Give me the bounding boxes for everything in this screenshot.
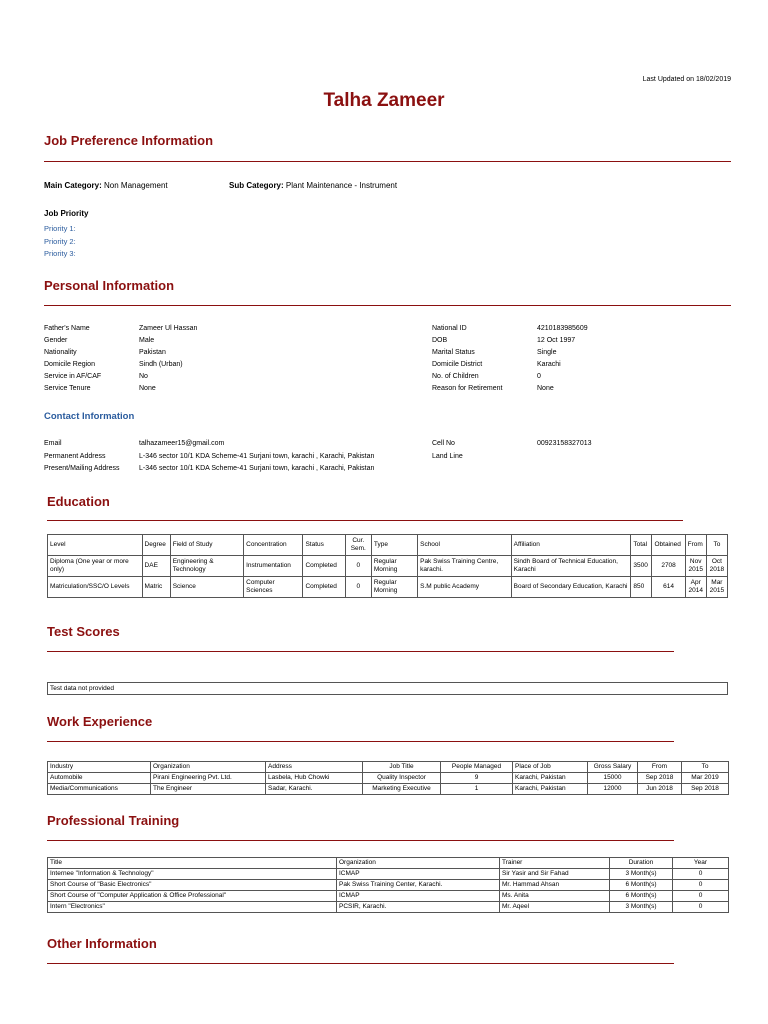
table-cell: Computer Sciences: [244, 577, 303, 598]
table-cell: Board of Secondary Education, Karachi: [511, 577, 631, 598]
header-cell: Organization: [151, 762, 266, 773]
children-value: 0: [537, 373, 541, 380]
dob-value: 12 Oct 1997: [537, 337, 576, 344]
table-header-row: [48, 762, 729, 773]
father-name-label: Father's Name: [44, 325, 90, 332]
table-cell: Mar 2015: [706, 577, 727, 598]
table-cell: 12000: [588, 784, 638, 795]
marital-status-value: Single: [537, 349, 557, 356]
retirement-reason-label: Reason for Retirement: [432, 385, 503, 392]
test-scores-table: [47, 682, 728, 695]
header-cell: Field of Study: [170, 535, 243, 556]
table-cell: Oct 2018: [706, 556, 727, 577]
header-cell: Affiliation: [511, 535, 631, 556]
other-info-title: Other Information: [47, 936, 157, 951]
present-address-label: Present/Mailing Address: [44, 465, 120, 472]
national-id-label: National ID: [432, 325, 467, 332]
table-cell: ICMAP: [337, 891, 500, 902]
table-cell: Science: [170, 577, 243, 598]
email-value[interactable]: talhazameer15@gmail.com: [139, 440, 225, 447]
service-af-value: No: [139, 373, 148, 380]
header-cell: People Managed: [441, 762, 513, 773]
sub-category-label: Sub Category:: [229, 181, 284, 190]
table-row: [48, 891, 729, 902]
sub-category-value: Plant Maintenance - Instrument: [285, 181, 398, 190]
header-cell: Title: [48, 858, 337, 869]
table-cell: 6 Month(s): [610, 891, 673, 902]
priority-list: [44, 223, 76, 261]
table-row: [48, 683, 728, 695]
permanent-address-value: L-346 sector 10/1 KDA Scheme-41 Surjani town, karachi , Karachi, Pakistan: [139, 453, 375, 460]
header-cell: Gross Salary: [588, 762, 638, 773]
header-cell: Level: [48, 535, 143, 556]
nationality-value: Pakistan: [139, 349, 166, 356]
cell-value: 00923158327013: [537, 440, 592, 447]
table-cell: Regular Morning: [371, 577, 417, 598]
service-af-label: Service in AF/CAF: [44, 373, 102, 380]
priority-item: Priority 2:: [44, 236, 76, 246]
table-cell: The Engineer: [151, 784, 266, 795]
service-tenure-value: None: [139, 385, 156, 392]
father-name-value: Zameer Ul Hassan: [139, 325, 198, 332]
table-cell: 614: [652, 577, 685, 598]
section-divider: [47, 840, 674, 841]
priority-item: Priority 1:: [44, 224, 76, 233]
table-cell: 0: [673, 869, 729, 880]
job-priority-title: Job Priority: [44, 209, 89, 218]
table-cell: Karachi, Pakistan: [513, 784, 588, 795]
table-cell: Apr 2014: [685, 577, 706, 598]
header-cell: Obtained: [652, 535, 685, 556]
table-cell: 3500: [631, 556, 652, 577]
section-divider: [47, 651, 674, 652]
national-id-value: 4210183985609: [537, 325, 588, 332]
table-cell: Short Course of "Basic Electronics": [48, 880, 337, 891]
table-cell: Internee "Information & Technology": [48, 869, 337, 880]
table-cell: 9: [441, 773, 513, 784]
header-cell: Address: [266, 762, 363, 773]
table-row: [48, 902, 729, 913]
table-cell: Lasbela, Hub Chowki: [266, 773, 363, 784]
work-experience-table: [47, 761, 729, 795]
domicile-region-value: Sindh (Urban): [139, 361, 183, 368]
main-category-value: Non Management: [104, 181, 168, 190]
landline-label: Land Line: [432, 453, 463, 460]
dob-label: DOB: [432, 337, 448, 344]
table-cell: Matriculation/SSC/O Levels: [48, 577, 143, 598]
contact-info-title: Contact Information: [44, 411, 135, 422]
header-cell: To: [682, 762, 729, 773]
table-cell: DAE: [142, 556, 170, 577]
table-cell: Sir Yasir and Sir Fahad: [500, 869, 610, 880]
table-header-row: [48, 858, 729, 869]
header-cell: Cur. Sem.: [345, 535, 371, 556]
table-cell: Diploma (One year or more only): [48, 556, 143, 577]
table-cell: Engineering & Technology: [170, 556, 243, 577]
header-cell: Type: [371, 535, 417, 556]
cell-label: Cell No: [432, 440, 455, 447]
domicile-district-label: Domicile District: [432, 361, 483, 368]
header-cell: Year: [673, 858, 729, 869]
table-cell: PCSIR, Karachi.: [337, 902, 500, 913]
main-category: [44, 181, 168, 190]
section-divider: [47, 963, 674, 964]
main-category-label: Main Category:: [44, 181, 102, 190]
table-cell: 3 Month(s): [610, 902, 673, 913]
table-cell: Ms. Anita: [500, 891, 610, 902]
table-cell: 3 Month(s): [610, 869, 673, 880]
work-experience-title: Work Experience: [47, 714, 153, 729]
email-label: Email: [44, 440, 62, 447]
last-updated: Last Updated on 18/02/2019: [642, 76, 731, 83]
table-cell: ICMAP: [337, 869, 500, 880]
table-cell: 1: [441, 784, 513, 795]
personal-info-title: Personal Information: [44, 278, 175, 293]
children-label: No. of Children: [432, 373, 479, 380]
table-cell: Automobile: [48, 773, 151, 784]
header-cell: Job Title: [363, 762, 441, 773]
table-cell: Quality Inspector: [363, 773, 441, 784]
header-cell: Concentration: [244, 535, 303, 556]
header-cell: From: [685, 535, 706, 556]
table-cell: Sindh Board of Technical Education, Karachi: [511, 556, 631, 577]
marital-status-label: Marital Status: [432, 349, 475, 356]
header-cell: Duration: [610, 858, 673, 869]
table-cell: Pak Swiss Training Centre, karachi.: [418, 556, 512, 577]
table-cell: 0: [673, 902, 729, 913]
table-header-row: [48, 535, 728, 556]
table-cell: Short Course of "Computer Application & Office Professional": [48, 891, 337, 902]
gender-label: Gender: [44, 337, 68, 344]
retirement-reason-value: None: [537, 385, 554, 392]
table-cell: Marketing Executive: [363, 784, 441, 795]
domicile-region-label: Domicile Region: [44, 361, 95, 368]
table-cell: Jun 2018: [638, 784, 682, 795]
sub-category: [229, 181, 397, 190]
header-cell: Industry: [48, 762, 151, 773]
gender-value: Male: [139, 337, 155, 344]
table-row: [48, 773, 729, 784]
priority-item: Priority 3:: [44, 249, 76, 258]
nationality-label: Nationality: [44, 349, 77, 356]
table-cell: Mar 2019: [682, 773, 729, 784]
table-cell: 15000: [588, 773, 638, 784]
table-cell: Media/Communications: [48, 784, 151, 795]
table-cell: Matric: [142, 577, 170, 598]
professional-training-title: Professional Training: [47, 813, 180, 828]
table-cell: Sadar, Karachi.: [266, 784, 363, 795]
header-cell: Place of Job: [513, 762, 588, 773]
domicile-district-value: Karachi: [537, 361, 561, 368]
present-address-value: L-346 sector 10/1 KDA Scheme-41 Surjani town, karachi , Karachi, Pakistan: [139, 465, 375, 472]
table-row: [48, 784, 729, 795]
table-cell: Nov 2015: [685, 556, 706, 577]
permanent-address-label: Permanent Address: [44, 453, 106, 460]
header-cell: To: [706, 535, 727, 556]
table-cell: Mr. Hammad Ahsan: [500, 880, 610, 891]
table-cell: Karachi, Pakistan: [513, 773, 588, 784]
section-divider: [44, 305, 731, 306]
table-row: [48, 880, 729, 891]
table-cell: 0: [673, 880, 729, 891]
table-row: [48, 556, 728, 577]
table-cell: Instrumentation: [244, 556, 303, 577]
table-cell: 0: [345, 577, 371, 598]
candidate-name: Talha Zameer: [323, 90, 445, 111]
table-cell: 0: [345, 556, 371, 577]
section-divider: [47, 520, 683, 521]
header-cell: Degree: [142, 535, 170, 556]
table-cell: Regular Morning: [371, 556, 417, 577]
table-cell: S.M public Academy: [418, 577, 512, 598]
header-cell: Trainer: [500, 858, 610, 869]
table-cell: Completed: [303, 556, 345, 577]
table-cell: Completed: [303, 577, 345, 598]
header-cell: Total: [631, 535, 652, 556]
table-cell: 0: [673, 891, 729, 902]
education-table: [47, 534, 728, 598]
header-cell: From: [638, 762, 682, 773]
table-cell: 6 Month(s): [610, 880, 673, 891]
training-table: [47, 857, 729, 913]
test-scores-title: Test Scores: [47, 624, 120, 639]
table-cell: Sep 2018: [682, 784, 729, 795]
section-divider: [44, 161, 731, 162]
section-divider: [47, 741, 674, 742]
table-cell: Pirani Engineering Pvt. Ltd.: [151, 773, 266, 784]
education-title: Education: [47, 494, 110, 509]
service-tenure-label: Service Tenure: [44, 385, 91, 392]
table-cell: Mr. Aqeel: [500, 902, 610, 913]
table-cell: Intern "Electronics": [48, 902, 337, 913]
header-cell: Status: [303, 535, 345, 556]
table-cell: 2708: [652, 556, 685, 577]
table-cell: 850: [631, 577, 652, 598]
header-cell: School: [418, 535, 512, 556]
table-cell: Sep 2018: [638, 773, 682, 784]
table-cell: Pak Swiss Training Center, Karachi.: [337, 880, 500, 891]
job-preference-title: Job Preference Information: [44, 133, 214, 148]
table-row: [48, 577, 728, 598]
test-data-message: Test data not provided: [48, 683, 728, 695]
table-row: [48, 869, 729, 880]
header-cell: Organization: [337, 858, 500, 869]
